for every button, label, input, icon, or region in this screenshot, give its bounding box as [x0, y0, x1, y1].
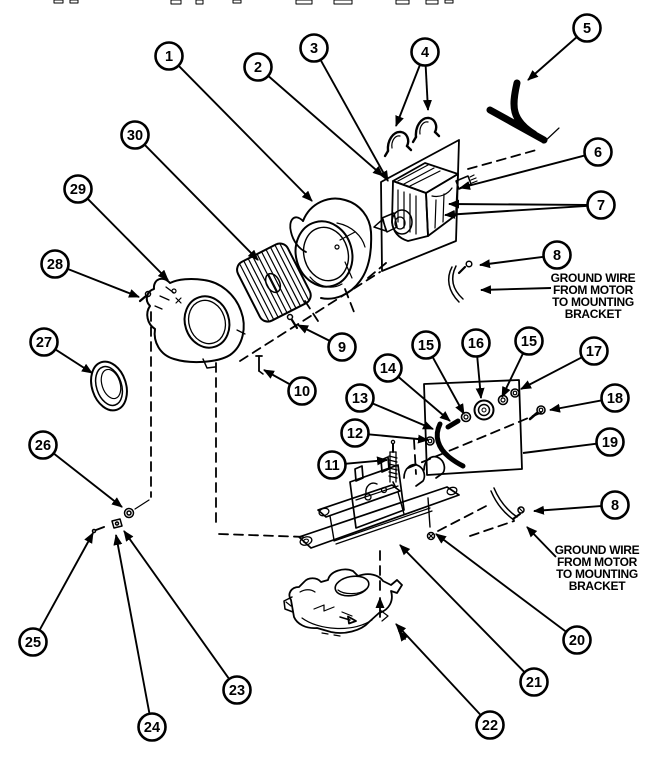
- note-line: TO MOUNTING: [552, 295, 634, 309]
- leader-line-18: [550, 401, 601, 410]
- callout-number: 8: [610, 498, 620, 514]
- leader-line-23: [124, 531, 229, 678]
- callout-29-balloon[interactable]: [65, 176, 92, 203]
- callout-number: 14: [379, 361, 397, 377]
- felt-seal-drawing: [85, 357, 133, 415]
- callout-18-balloon[interactable]: [602, 385, 629, 412]
- callout-number: 23: [228, 683, 246, 699]
- callout-3-balloon[interactable]: [301, 35, 328, 62]
- leader-line-24: [116, 535, 149, 713]
- callout-number: 27: [35, 335, 53, 351]
- leader-line-19: [523, 444, 596, 453]
- fastener-cluster-drawing: [93, 509, 134, 533]
- note-line: BRACKET: [568, 579, 626, 593]
- callout-23-balloon[interactable]: [224, 677, 251, 704]
- leader-line-16: [477, 357, 481, 398]
- leader-line-4: [396, 66, 420, 127]
- callout-number: 20: [568, 633, 586, 649]
- callout-number: 10: [293, 384, 311, 400]
- leader-line-20: [436, 534, 565, 631]
- callout-19-balloon[interactable]: [597, 429, 624, 456]
- leader-line-6: [460, 156, 584, 188]
- callout-number: 28: [46, 257, 64, 273]
- note-line: BRACKET: [564, 307, 622, 321]
- idler-spring-drawing: [389, 440, 397, 488]
- callout-8-balloon[interactable]: [602, 492, 629, 519]
- callout-5-balloon[interactable]: [574, 15, 601, 42]
- note-line: GROUND WIRE: [550, 271, 636, 285]
- note-line: TO MOUNTING: [556, 567, 638, 581]
- callout-number: 15: [520, 334, 538, 350]
- blower-wheel-drawing: [234, 240, 314, 324]
- callout-number: 16: [467, 336, 485, 352]
- callout-4-balloon[interactable]: [412, 39, 439, 66]
- callout-20-balloon[interactable]: [564, 627, 591, 654]
- callout-28-balloon[interactable]: [42, 251, 69, 278]
- leader-line-15: [433, 358, 464, 414]
- ground-wire-upper-drawing: [449, 261, 472, 302]
- callout-number: 21: [525, 675, 543, 691]
- callout-11-balloon[interactable]: [319, 452, 346, 479]
- leader-line-30: [145, 145, 258, 260]
- motor-base-drawing: [284, 569, 402, 636]
- callout-number: 25: [24, 635, 42, 651]
- callout-15-balloon[interactable]: [413, 332, 440, 359]
- callout-number: 19: [601, 435, 619, 451]
- callout-number: 17: [585, 344, 603, 360]
- leader-line-17: [521, 358, 581, 389]
- callout-10-balloon[interactable]: [289, 378, 316, 405]
- callout-17-balloon[interactable]: [581, 338, 608, 365]
- callout-1-balloon[interactable]: [156, 43, 183, 70]
- leader-line-8: [480, 257, 543, 265]
- callout-30-balloon[interactable]: [122, 122, 149, 149]
- callout-number: 4: [420, 45, 430, 61]
- callout-number: 18: [606, 391, 624, 407]
- callout-14-balloon[interactable]: [375, 355, 402, 382]
- ground-wire-note: [555, 543, 640, 593]
- callout-number: 6: [593, 145, 603, 161]
- ground-wire-lower-drawing: [491, 488, 524, 520]
- leader-line-12: [369, 434, 428, 440]
- note-line: FROM MOTOR: [552, 283, 634, 297]
- callout-22-balloon[interactable]: [477, 712, 504, 739]
- callout-number: 3: [309, 41, 319, 57]
- leader-line-5: [528, 38, 576, 80]
- callout-number: 26: [34, 438, 52, 454]
- callout-2-balloon[interactable]: [245, 54, 272, 81]
- callout-6-balloon[interactable]: [585, 139, 612, 166]
- callout-24-balloon[interactable]: [139, 714, 166, 741]
- note-arrow: [527, 527, 556, 557]
- screw-9-drawing: [288, 315, 298, 329]
- ground-wire-note: [551, 271, 636, 321]
- leader-line-8: [534, 506, 601, 511]
- leader-line-21: [400, 545, 524, 672]
- diagram-line-art: [54, 0, 562, 639]
- leader-line-28: [69, 269, 140, 297]
- leader-line-10: [264, 370, 289, 384]
- bolt-18-drawing: [530, 406, 545, 419]
- callout-25-balloon[interactable]: [20, 629, 47, 656]
- note-line: FROM MOTOR: [556, 555, 638, 569]
- callout-27-balloon[interactable]: [31, 329, 58, 356]
- spring-clip-drawings: [385, 118, 439, 156]
- callout-number: 9: [337, 340, 347, 356]
- note-arrow: [481, 288, 551, 290]
- leader-line-25: [40, 533, 93, 629]
- leader-line-22: [396, 624, 480, 714]
- leader-line-27: [56, 350, 92, 373]
- callout-13-balloon[interactable]: [347, 385, 374, 412]
- callout-number: 13: [351, 391, 369, 407]
- note-line: GROUND WIRE: [554, 543, 640, 557]
- callout-number: 5: [582, 21, 592, 37]
- leader-line-4: [426, 67, 428, 111]
- callout-number: 22: [481, 718, 499, 734]
- callout-number: 24: [143, 720, 161, 736]
- leader-line-2: [269, 77, 383, 177]
- callout-number: 1: [164, 49, 174, 65]
- callout-number: 8: [552, 248, 562, 264]
- leader-line-3: [321, 61, 388, 181]
- blower-housing-drawing: [147, 279, 245, 368]
- leader-line-26: [54, 454, 122, 507]
- callout-21-balloon[interactable]: [521, 669, 548, 696]
- callout-number: 7: [596, 198, 606, 214]
- belt-drawing: [490, 83, 544, 140]
- callout-7-balloon[interactable]: [588, 192, 615, 219]
- callout-9-balloon[interactable]: [329, 334, 356, 361]
- callout-12-balloon[interactable]: [342, 420, 369, 447]
- motor-drawing: [374, 163, 477, 241]
- cropped-title-fragments: [54, 0, 453, 4]
- callout-number: 12: [346, 426, 364, 442]
- leader-line-29: [88, 199, 168, 280]
- leader-line-7: [445, 206, 587, 215]
- leader-line-7: [449, 204, 587, 205]
- leader-line-1: [179, 66, 312, 201]
- callout-26-balloon[interactable]: [30, 432, 57, 459]
- callout-number: 11: [324, 458, 340, 474]
- callout-8-balloon[interactable]: [544, 242, 571, 269]
- leader-line-9: [298, 325, 329, 341]
- callout-number: 29: [69, 182, 87, 198]
- text-annotations: [551, 271, 640, 593]
- callout-number: 30: [126, 128, 144, 144]
- callout-number: 15: [417, 338, 435, 354]
- callout-number: 2: [253, 60, 263, 76]
- pin-10-drawing: [256, 356, 263, 374]
- callout-15-balloon[interactable]: [516, 328, 543, 355]
- callout-16-balloon[interactable]: [463, 330, 490, 357]
